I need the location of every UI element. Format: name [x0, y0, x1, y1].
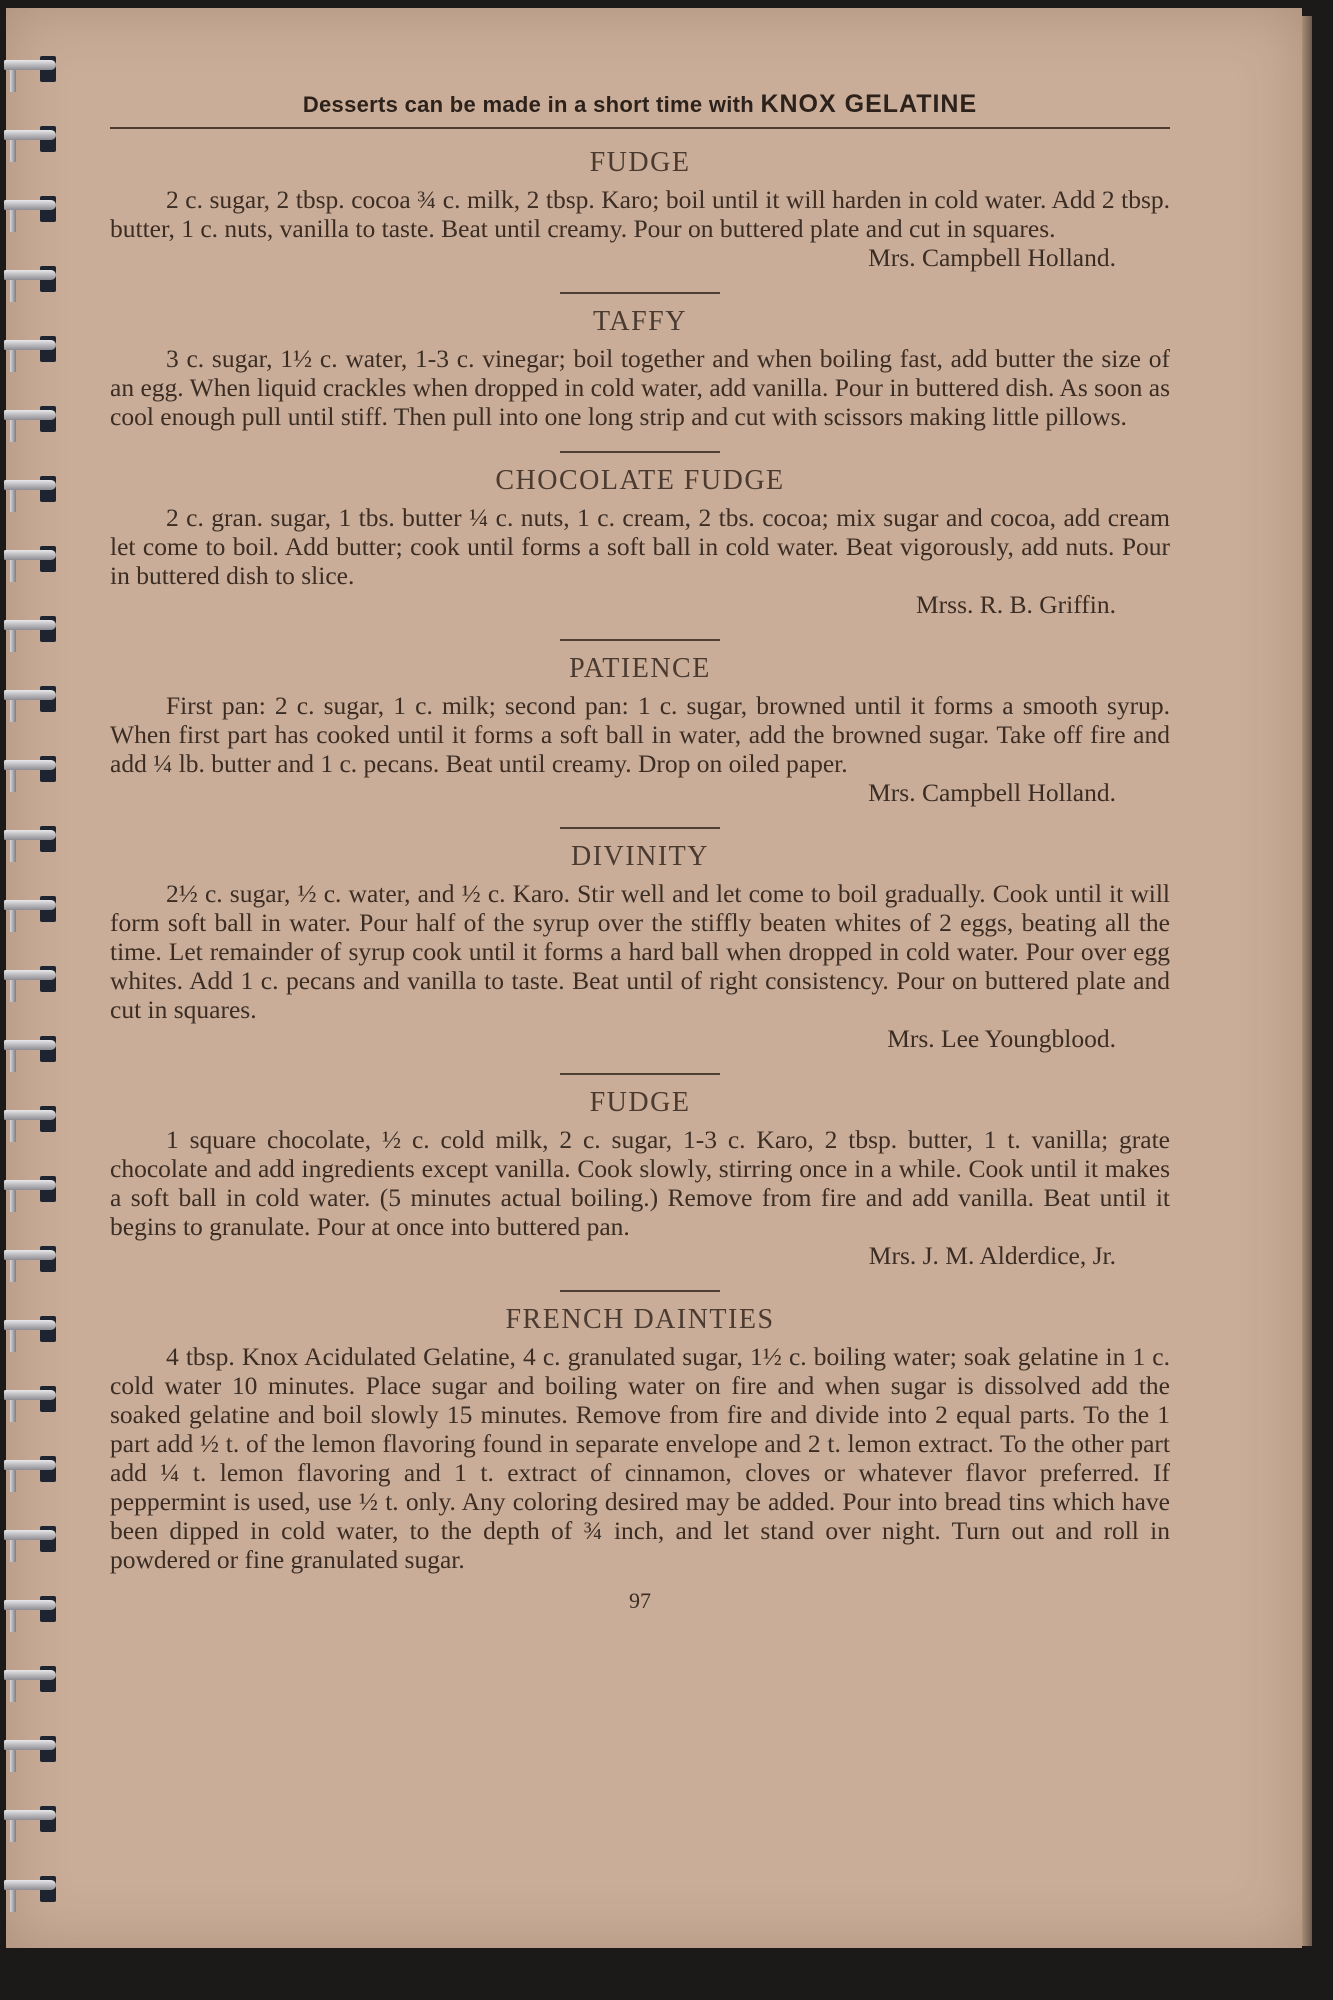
binding-coil	[4, 1250, 56, 1280]
recipe-body: 1 square chocolate, ½ c. cold milk, 2 c. sugar, 1-3 c. Karo, 2 tbsp. butter, 1 t. vanilla; grate chocolate and add ingredients except vanilla. Cook slowly, stirring once in a while. Cook until it makes a soft ball in cold water. (5 minutes actual boiling.) Remove from fire and add vanilla. Beat until it begins to granulate. Pour at once into buttered pan.	[110, 1125, 1170, 1241]
binding-coil	[4, 550, 56, 580]
recipe-attribution: Mrs. Campbell Holland.	[868, 243, 1116, 272]
recipe-title: FUDGE	[589, 1087, 691, 1118]
binding-coil	[4, 690, 56, 720]
binding-coil	[4, 1670, 56, 1700]
binding-coil	[4, 1880, 56, 1910]
recipe-chocolate-fudge	[110, 465, 1170, 619]
recipe-title: PATIENCE	[569, 653, 711, 684]
divider	[560, 1073, 720, 1075]
header-text: Desserts can be made in a short time with	[302, 92, 755, 117]
recipe-attribution: Mrs. J. M. Alderdice, Jr.	[868, 1241, 1116, 1270]
divider	[560, 639, 720, 641]
recipe-body: 2 c. gran. sugar, 1 tbs. butter ¼ c. nuts, 1 c. cream, 2 tbs. cocoa; mix sugar and cocoa, add cream let come to boil. Add butter; cook until forms a soft ball in cold water. Beat vigorously, add nuts. Pour in buttered dish to slice.	[110, 503, 1170, 590]
recipe-fudge-2	[110, 1087, 1170, 1270]
page-header	[110, 90, 1170, 129]
binding-coil	[4, 340, 56, 370]
binding-coil	[4, 1810, 56, 1840]
binding-coil	[4, 1110, 56, 1140]
recipe-body: 2½ c. sugar, ½ c. water, and ½ c. Karo. Stir well and let come to boil gradually. Cook until it will form soft ball in water. Pour half of the syrup over the stiffly beaten whites of 2 eggs, beating all the time. Let remainder of syrup cook until it forms a hard ball when dropped in cold water. Pour over egg whites. Add 1 c. pecans and vanilla to taste. Beat until of right consistency. Pour on buttered plate and cut in squares.	[110, 879, 1170, 1024]
recipe-title: TAFFY	[593, 306, 687, 337]
binding-coil	[4, 1530, 56, 1560]
divider	[560, 1290, 720, 1292]
binding-coil	[4, 200, 56, 230]
recipe-body: 3 c. sugar, 1½ c. water, 1-3 c. vinegar; boil together and when boiling fast, add butter the size of an egg. When liquid crackles when dropped in cold water, add vanilla. Pour in buttered dish. As soon as cool enough pull until stiff. Then pull into one long strip and cut with scissors making little pillows.	[110, 344, 1170, 431]
binding-coil	[4, 130, 56, 160]
binding-coil	[4, 1740, 56, 1770]
binding-coil	[4, 1040, 56, 1070]
binding-coil	[4, 900, 56, 930]
recipe-body: First pan: 2 c. sugar, 1 c. milk; second pan: 1 c. sugar, browned until it forms a smooth syrup. When first part has cooked until it forms a soft ball in water, add the browned sugar. Take off fire and add ¼ lb. butter and 1 c. pecans. Beat until creamy. Drop on oiled paper.	[110, 691, 1170, 778]
binding-coil	[4, 830, 56, 860]
recipe-title: FRENCH DAINTIES	[505, 1304, 775, 1335]
recipe-french-dainties	[110, 1304, 1170, 1574]
recipe-taffy	[110, 306, 1170, 431]
page-content	[110, 90, 1170, 1614]
binding-coil	[4, 410, 56, 440]
binding-coil	[4, 760, 56, 790]
header-brand: KNOX GELATINE	[760, 90, 978, 118]
spiral-binding	[0, 60, 80, 1900]
recipe-body: 4 tbsp. Knox Acidulated Gelatine, 4 c. granulated sugar, 1½ c. boiling water; soak gelatine in 1 c. cold water 10 minutes. Place sugar and boiling water on fire and when sugar is dissolved add the soaked gelatine and boil slowly 15 minutes. Remove from fire and divide into 2 equal parts. To the 1 part add ½ t. of the lemon flavoring found in separate envelope and 2 t. lemon extract. To the other part add ¼ t. lemon flavoring and 1 t. extract of cinnamon, cloves or whatever flavor preferred. If peppermint is used, use ½ t. only. Any coloring desired may be added. Pour into bread tins which have been dipped in cold water, to the depth of ¾ inch, and let stand over night. Turn out and roll in powdered or fine granulated sugar.	[110, 1342, 1170, 1574]
recipe-fudge	[110, 147, 1170, 272]
divider	[560, 827, 720, 829]
recipe-attribution: Mrs. Lee Youngblood.	[887, 1024, 1116, 1053]
recipe-divinity	[110, 841, 1170, 1053]
recipe-body: 2 c. sugar, 2 tbsp. cocoa ¾ c. milk, 2 tbsp. Karo; boil until it will harden in cold water. Add 2 tbsp. butter, 1 c. nuts, vanilla to taste. Beat until creamy. Pour on buttered plate and cut in squares.	[110, 185, 1170, 243]
binding-coil	[4, 480, 56, 510]
page-edge	[1302, 16, 1312, 1946]
divider	[560, 451, 720, 453]
binding-coil	[4, 60, 56, 90]
recipe-attribution: Mrs. Campbell Holland.	[868, 778, 1116, 807]
binding-coil	[4, 270, 56, 300]
binding-coil	[4, 1460, 56, 1490]
binding-coil	[4, 1390, 56, 1420]
divider	[560, 292, 720, 294]
binding-coil	[4, 1600, 56, 1630]
recipe-attribution: Mrss. R. B. Griffin.	[915, 590, 1116, 619]
recipe-patience	[110, 653, 1170, 807]
binding-coil	[4, 620, 56, 650]
recipe-title: FUDGE	[589, 147, 691, 178]
binding-coil	[4, 970, 56, 1000]
page-number: 97	[629, 1588, 651, 1613]
recipe-title: DIVINITY	[571, 841, 709, 872]
recipe-title: CHOCOLATE FUDGE	[495, 465, 785, 496]
binding-coil	[4, 1180, 56, 1210]
binding-coil	[4, 1320, 56, 1350]
